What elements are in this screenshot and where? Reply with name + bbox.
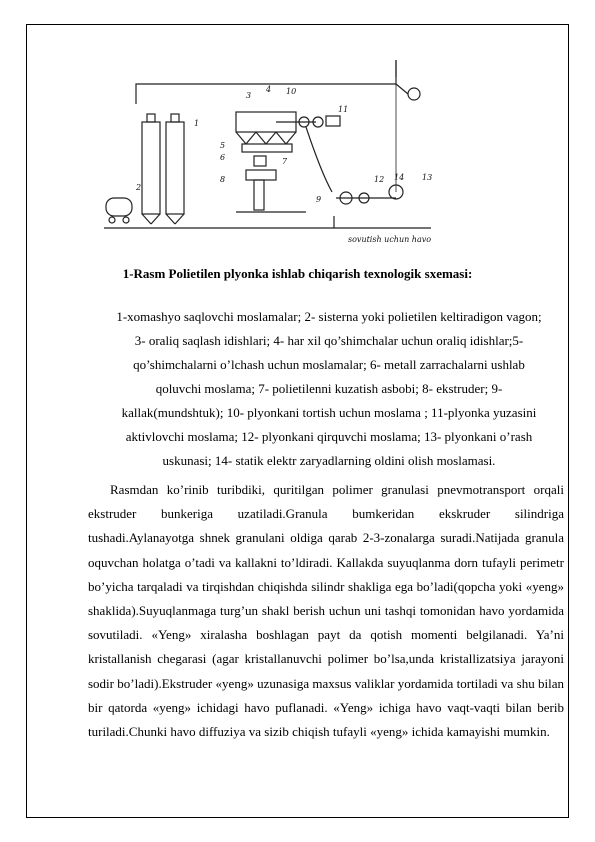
legend-line: uskunasi; 14- statik elektr zaryadlarning oldini olish moslamasi.	[162, 453, 496, 468]
figure-caption: 1-Rasm Polietilen plyonka ishlab chiqarish texnologik sxemasi:	[122, 266, 473, 281]
process-diagram	[96, 52, 446, 252]
pneumo-pipe	[136, 60, 396, 104]
tank-wagon	[106, 198, 132, 216]
label-12: 12	[374, 175, 385, 184]
body-paragraph: Rasmdan ko’rinib turibdiki, quritilgan polimer granulasi pnevmotransport orqali ekstruder bunkeriga uzatiladi.Granula bumkeridan ekskruder silindriga tushadi.Aylanayotga shnek granulani oldiga qarab 2-3-zonalarga suradi.Natijada granula oquvchan holatga o’tadi va kallakni to’ldiradi. Kallakda suyuqlanma dorn tufayli perimetr bo’yicha tarqaladi va tirqishdan chiqishda silindr shakliga ega bo’ladi(qopcha yoki «yeng» shaklida).Suyuqlanmaga turg’un shakl berish uchun uni tashqi tomonidan havo yordamida sovutiladi. «Yeng» xiralasha boshlagan payt da qotish momenti belgilanadi. Ya’ni kristallanish chegarasi (agar kristallanuvchi polimer bo’lsa,unda kristallizatsiya jarayoni sodir bo’ladi).Ekstruder «yeng» uzunasiga maxsus valiklar yordamida tortiladi va shu bilan bir qatorda «yeng» ichidagi havo puflanadi. «Yeng» ichiga havo vaqt-vaqti bilan berib turiladi.Chunki havo diffuziya va sizib chiqish tufayli «yeng» ichida kamayishi mumkin.	[88, 482, 564, 740]
label-8: 8	[220, 175, 226, 184]
bottom-label: sovutish uchun havo	[348, 235, 432, 244]
label-6: 6	[220, 153, 226, 162]
label-10: 10	[286, 87, 297, 96]
silo-1a	[142, 122, 160, 214]
label-5: 5	[220, 141, 226, 150]
label-7: 7	[282, 157, 288, 166]
label-4: 4	[266, 85, 272, 94]
label-9: 9	[316, 195, 322, 204]
legend-line: 3- oraliq saqlash idishlari; 4- har xil qo’shimchalar uchun oraliq idishlar;5-	[134, 333, 524, 348]
label-14: 14	[394, 173, 405, 182]
legend-line: kallak(mundshtuk); 10- plyonkani tortish uchun moslama ; 11-plyonka yuzasini	[121, 405, 537, 420]
silo-1b	[166, 122, 184, 214]
label-1: 1	[194, 119, 200, 128]
extruder	[254, 180, 264, 210]
label-13: 13	[422, 173, 433, 182]
label-11: 11	[338, 105, 349, 114]
fan-icon	[408, 88, 420, 100]
legend-line: qoluvchi moslama; 7- polietilenni kuzatish asbobi; 8- ekstruder; 9-	[155, 381, 503, 396]
legend-line: qo’shimchalarni o’lchash uchun moslamalar; 6- metall zarrachalarni ushlab	[133, 357, 525, 372]
legend-line: aktivlovchi moslama; 12- plyonkani qirquvchi moslama; 13- plyonkani o’rash	[125, 429, 533, 444]
label-2: 2	[136, 183, 142, 192]
label-3: 3	[246, 91, 252, 100]
legend-line: 1-xomashyo saqlovchi moslamalar; 2- sisterna yoki polietilen keltiradigon vagon;	[116, 309, 542, 324]
legend	[94, 305, 564, 473]
